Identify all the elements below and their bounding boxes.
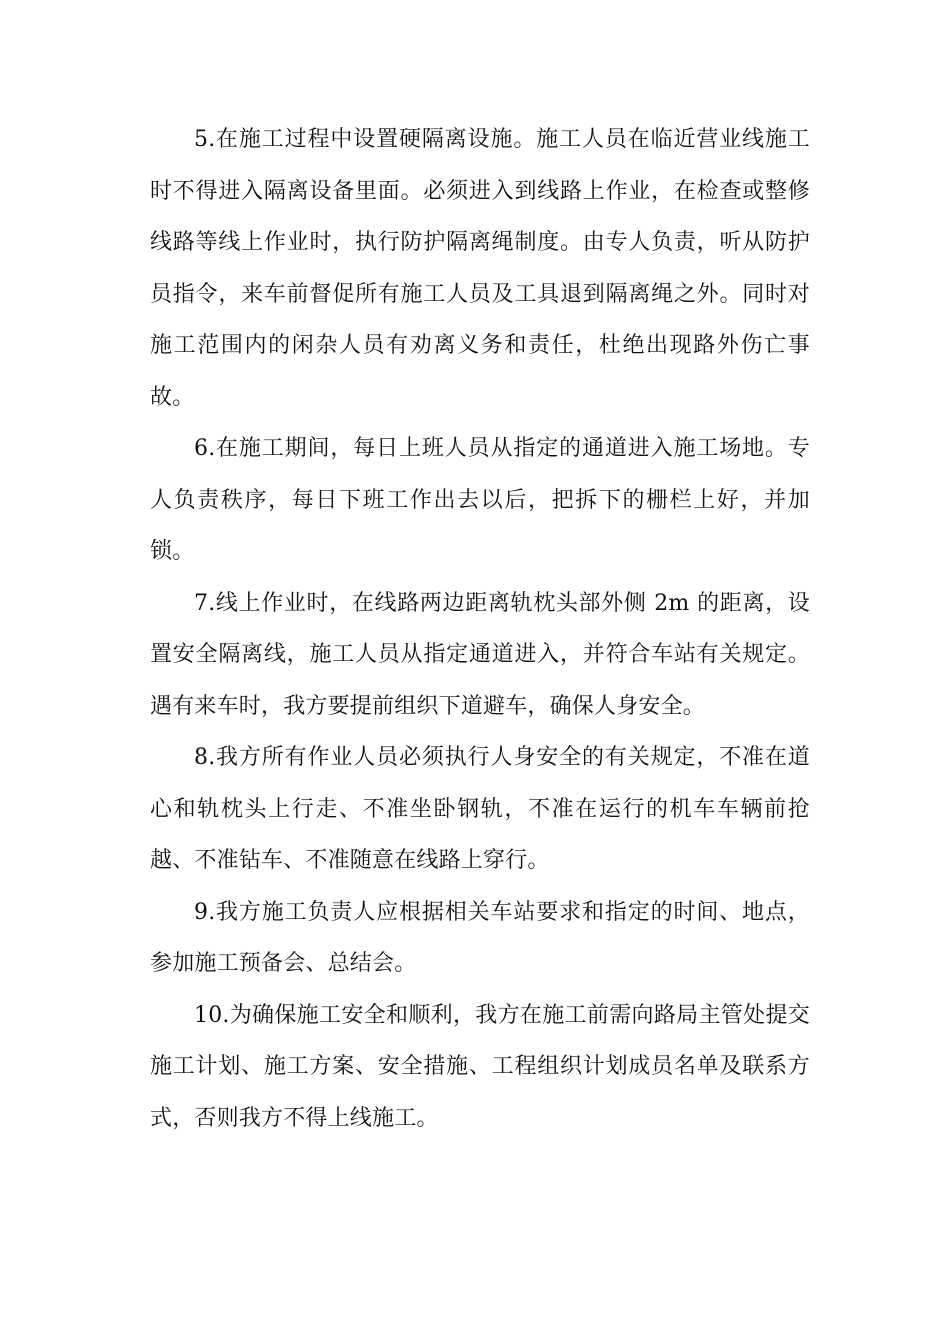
paragraph-9: 9.我方施工负责人应根据相关车站要求和指定的时间、地点，参加施工预备会、总结会。 (150, 899, 810, 976)
paragraph-7: 7.线上作业时，在线路两边距离轨枕头部外侧 2m 的距离，设置安全隔离线，施工人员从指定通道进入，并符合车站有关规定。遇有来车时，我方要提前组织下道避车，确保人身安全。 (150, 590, 810, 719)
paragraph-5: 5.在施工过程中设置硬隔离设施。施工人员在临近营业线施工时不得进入隔离设备里面。必须进入到线路上作业，在检查或整修线路等线上作业时，执行防护隔离绳制度。由专人负责，听从防护员指令，来车前督促所有施工人员及工具退到隔离绳之外。同时对施工范围内的闲杂人员有劝离义务和责任，杜绝出现路外伤亡事故。 (150, 127, 810, 410)
paragraph-8: 8.我方所有作业人员必须执行人身安全的有关规定，不准在道心和轨枕头上行走、不准坐卧钢轨，不准在运行的机车车辆前抢越、不准钻车、不准随意在线路上穿行。 (150, 745, 810, 873)
paragraph-10: 10.为确保施工安全和顺利，我方在施工前需向路局主管处提交施工计划、施工方案、安全措施、工程组织计划成员名单及联系方式，否则我方不得上线施工。 (150, 1002, 810, 1131)
document-body (150, 114, 810, 1144)
paragraph-6: 6.在施工期间，每日上班人员从指定的通道进入施工场地。专人负责秩序，每日下班工作出去以后，把拆下的栅栏上好，并加锁。 (150, 436, 810, 564)
